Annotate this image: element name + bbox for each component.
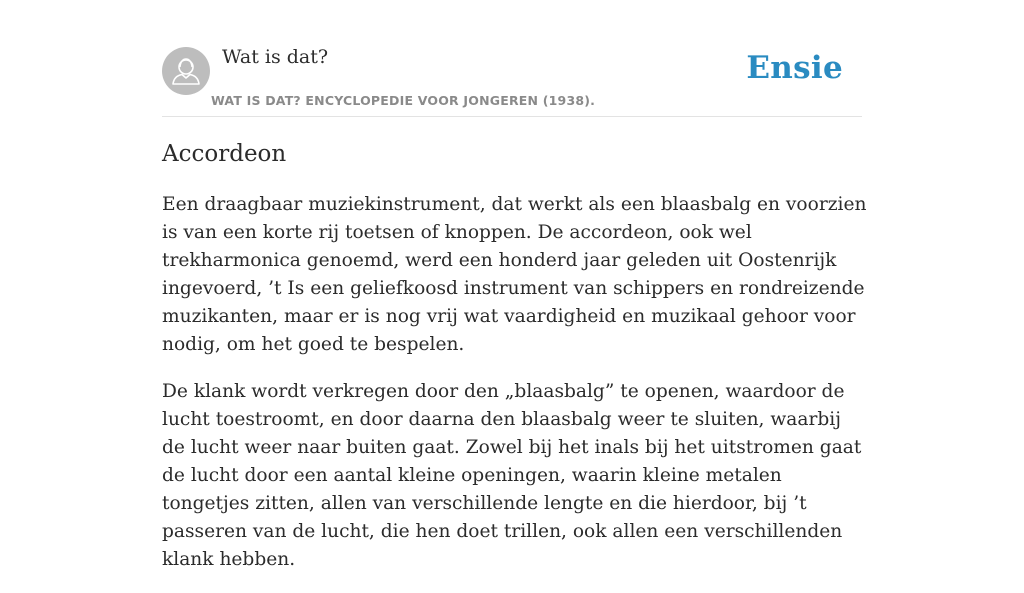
article-paragraph: Een draagbaar muziekinstrument, dat werkt als een blaasbalg en voorzien is van een korte rij toetsen of knoppen. De accordeon, ook wel trekharmonica genoemd, werd een honderd jaar geleden uit Oostenrijk ingevoerd, ’t Is een geliefkoosd instrument van schippers en rondreizende muzikanten, maar er is nog vrij wat vaardigheid en muzikaal gehoor voor nodig, om het goed te bespelen. bbox=[162, 194, 867, 355]
article-paragraph: De klank wordt verkregen door den „blaasbalg” te openen, waardoor de lucht toestroomt, en door daarna den blaasbalg weer te sluiten, waarbij de lucht weer naar buiten gaat. Zowel bij het inals bij het uitstromen gaat de lucht door een aantal kleine openingen, waarin kleine metalen tongetjes zitten, allen van verschillende lengte en die hierdoor, bij ’t passeren van de lucht, die hen doet trillen, ook allen een verschillenden klank hebben. bbox=[162, 381, 862, 570]
user-icon bbox=[162, 47, 210, 95]
source-title[interactable]: Wat is dat? bbox=[222, 46, 329, 68]
brand-logo[interactable]: Ensie bbox=[746, 50, 843, 86]
article-title: Accordeon bbox=[162, 141, 287, 167]
source-header bbox=[162, 0, 862, 117]
article bbox=[162, 138, 868, 593]
source-avatar[interactable] bbox=[162, 47, 210, 95]
source-subtitle[interactable]: WAT IS DAT? ENCYCLOPEDIE VOOR JONGEREN (1938). bbox=[211, 93, 596, 108]
